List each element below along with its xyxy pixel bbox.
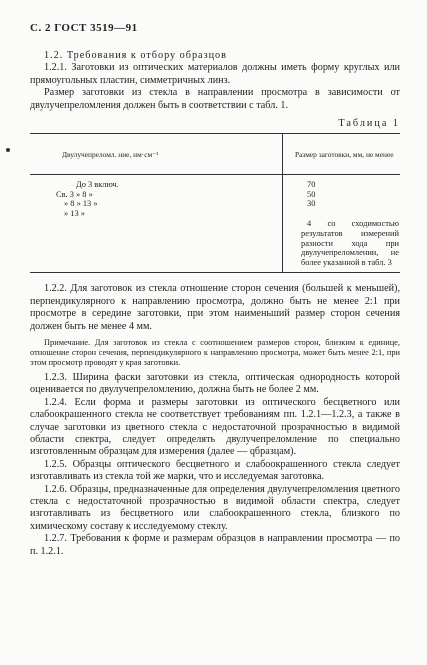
table-caption: Таблица 1 <box>338 118 400 130</box>
note: Примечание. Для заготовок из стекла с соотношением размеров сторон, близким к единице, отношение сторон сечения, перпендикулярного к направлению просмотра, может быть менее 2:1, при этом просмотр проводят у края заготовки. <box>30 338 400 367</box>
table-row-label: » 13 » <box>64 208 85 218</box>
paragraph-1-2-5: 1.2.5. Образцы оптического бесцветного и слабоокрашенного стекла следует изготавливать из стекла той же марки, что и исследуемая заготовка. <box>30 458 400 483</box>
section-title: 1.2. Требования к отбору образцов <box>44 50 227 61</box>
scan-mark <box>6 148 10 152</box>
table-row-label: Св. 3 » 8 » <box>56 189 93 199</box>
table-row-value: 50 <box>307 189 316 199</box>
paragraph-1-2-1: 1.2.1. Заготовки из оптических материалов должны иметь форму круглых или прямоугольных пластин, симметричных линз. <box>30 62 400 86</box>
paragraph-1-2-6: 1.2.6. Образцы, предназначенные для определения двулучепреломления цветного стекла с недостаточной прозрачностью в видимой области спектра, следует изготавливать из бесцветного или слабоокрашенного стекла, близкого по химическому составу к исследуемому стеклу. <box>30 483 400 532</box>
page-header: С. 2 ГОСТ 3519—91 <box>30 22 138 34</box>
birefringence-table <box>30 133 400 273</box>
table-header-size: Размер заготовки, мм, не менее <box>283 134 401 175</box>
table-row-value: 70 <box>307 180 316 190</box>
table-row-value: 4 со сходимостью результатов измерений разности хода при двулучепреломлении, не более указанной в табл. 3 <box>301 219 399 267</box>
table-row-label: До 3 включ. <box>76 180 119 190</box>
paragraph-1-2-2: 1.2.2. Для заготовок из стекла отношение сторон сечения (большей к меньшей), перпендикулярного к направлению просмотра, должно быть не менее 2:1 при просмотре в середине заготовки, при этом наименьший размер сторон сечения должен быть не менее 4 мм. <box>30 283 400 332</box>
table-row-label: » 8 » 13 » <box>64 199 98 209</box>
paragraph-1-2-3: 1.2.3. Ширина фаски заготовки из стекла, оптическая однородность которой оценивается по двулучепреломлению, должна быть не более 2 мм. <box>30 372 400 396</box>
paragraph-1-2-1-b: Размер заготовки из стекла в направлении просмотра в зависимости от двулучепреломления должен быть в соответствии с табл. 1. <box>30 87 400 111</box>
document-page <box>30 22 400 558</box>
table-header-birefringence: Двулучепреломл. ние, нм·см⁻¹ <box>30 134 283 175</box>
table-row-value: 30 <box>307 199 316 209</box>
paragraph-1-2-4: 1.2.4. Если форма и размеры заготовки из оптического бесцветного или слабоокрашенного стекла не соответствует требованиям пп. 1.2.1—1.2.3, а также в случае заготовки из цветного стекла с недостаточной прозрачностью в видимой области спектра, следует определять двулучепреломление по специально изготовленным образцам для измерения (далее — qбразцам). <box>30 396 400 458</box>
paragraph-1-2-7: 1.2.7. Требования к форме и размерам образцов в направлении просмотра — по п. 1.2.1. <box>30 533 400 557</box>
